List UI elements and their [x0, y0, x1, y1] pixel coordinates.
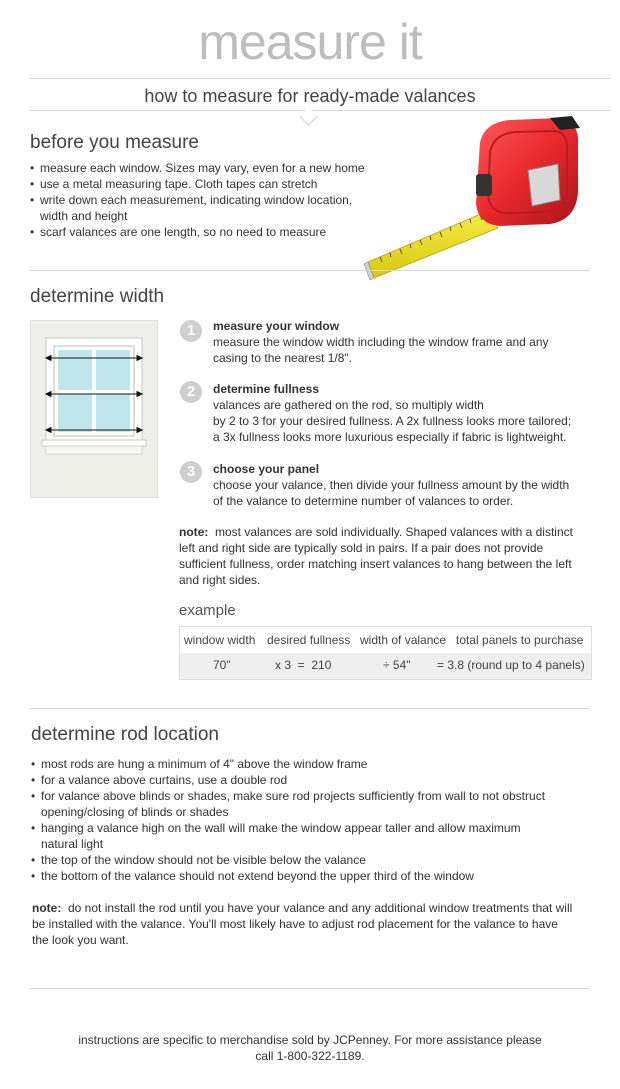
footer-line: call 1-800-322-1189.: [255, 1049, 365, 1063]
step-title: choose your panel: [213, 462, 320, 476]
list-item: • the bottom of the valance should not extend beyond the upper third of the window: [31, 868, 601, 884]
section-divider: [30, 270, 590, 271]
step-3: [213, 461, 603, 509]
table-cell: 70": [213, 658, 231, 672]
before-heading: before you measure: [30, 132, 199, 153]
table-cell: = 3.8 (round up to 4 panels): [437, 658, 585, 672]
example-table: [179, 626, 592, 680]
list-item: • for valance above blinds or shades, make sure rod projects sufficiently from wall to not obstruct: [31, 788, 601, 804]
header-rule-top: [30, 78, 610, 79]
note-line: and right sides.: [179, 573, 261, 587]
table-header-cell: total panels to purchase: [456, 633, 584, 647]
list-item: • hanging a valance high on the wall will make the window appear taller and allow maximum: [31, 820, 601, 836]
step-line: casing to the nearest 1/8".: [213, 351, 353, 365]
table-header-cell: width of valance: [360, 633, 447, 647]
step-1-number: 1: [180, 320, 202, 342]
list-item: • use a metal measuring tape. Cloth tapes can stretch: [30, 176, 380, 192]
note-line: left and right side are typically sold in pairs. If a pair does not provide: [179, 541, 544, 555]
note-line: most valances are sold individually. Shaped valances with a distinct: [215, 525, 573, 539]
header-rule-bottom: [30, 110, 610, 111]
rod-heading: determine rod location: [31, 724, 219, 745]
section-divider: [30, 988, 590, 989]
list-item-continued: width and height: [40, 209, 128, 223]
note-line: be installed with the valance. You'll most likely have to adjust rod placement for the valance to have: [32, 917, 558, 931]
list-item: • the top of the window should not be visible below the valance: [31, 852, 601, 868]
list-item: • write down each measurement, indicating window location,: [30, 192, 380, 208]
page-subtitle: how to measure for ready-made valances: [144, 86, 476, 106]
list-item: • most rods are hung a minimum of 4" above the window frame: [31, 756, 601, 772]
step-1: [213, 318, 593, 366]
example-heading: example: [179, 602, 236, 619]
note-line: do not install the rod until you have your valance and any additional window treatments that will: [68, 901, 573, 915]
table-cell: ÷ 54": [383, 658, 411, 672]
step-3-number: 3: [180, 461, 202, 483]
table-cell: x 3 = 210: [275, 658, 332, 672]
step-line: by 2 to 3 for your desired fullness. A 2x fullness looks more tailored;: [213, 414, 572, 428]
step-line: valances are gathered on the rod, so multiply width: [213, 398, 484, 412]
step-title: determine fullness: [213, 382, 320, 396]
step-line: measure the window width including the window frame and any: [213, 335, 549, 349]
note-line: sufficient fullness, order matching insert valances to hang between the left: [179, 557, 572, 571]
list-item-continued: natural light: [41, 837, 104, 851]
before-list: [30, 160, 380, 240]
width-note: [179, 524, 599, 588]
width-heading: determine width: [30, 286, 165, 307]
step-line: a 3x fullness looks more luxurious especially if fabric is lightweight.: [213, 430, 567, 444]
note-label: note:: [32, 901, 62, 915]
footer-line: instructions are specific to merchandise sold by JCPenney. For more assistance please: [78, 1033, 542, 1047]
list-item: • for a valance above curtains, use a double rod: [31, 772, 601, 788]
step-line: choose your valance, then divide your fullness amount by the width: [213, 478, 570, 492]
note-label: note:: [179, 525, 209, 539]
list-item-continued: opening/closing of blinds or shades: [41, 805, 229, 819]
rod-note: [32, 900, 602, 948]
footer: [0, 1032, 620, 1064]
step-line: of the valance to determine number of valances to order.: [213, 494, 514, 508]
note-line: the look you want.: [32, 933, 129, 947]
step-2: [213, 381, 603, 445]
rod-list: [31, 756, 601, 884]
table-header-cell: desired fullness: [267, 633, 351, 647]
tape-measure-image: [360, 112, 585, 292]
table-header-cell: window width: [184, 633, 256, 647]
section-divider: [30, 708, 590, 709]
step-2-number: 2: [180, 381, 202, 403]
step-title: measure your window: [213, 319, 340, 333]
window-diagram-image: [30, 320, 158, 498]
list-item: • measure each window. Sizes may vary, even for a new home: [30, 160, 380, 176]
list-item: • scarf valances are one length, so no need to measure: [30, 224, 380, 240]
page-title: measure it: [198, 14, 422, 70]
